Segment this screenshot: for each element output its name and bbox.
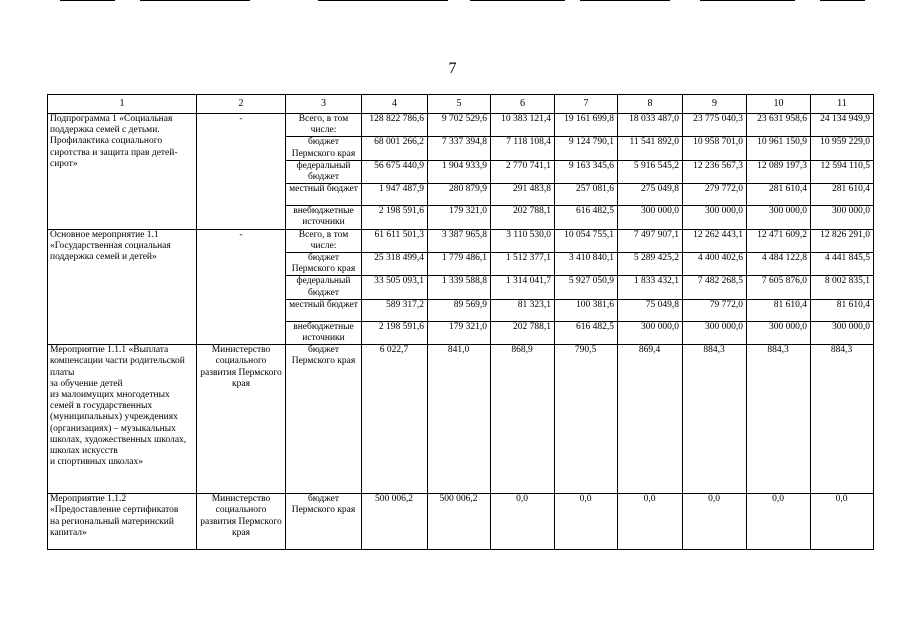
top-rule xyxy=(700,0,795,1)
amount-cell: 10 383 121,4 xyxy=(491,114,555,137)
amount-cell: 81 610,4 xyxy=(811,299,874,321)
column-header: 5 xyxy=(428,95,491,114)
amount-cell: 884,3 xyxy=(811,345,874,494)
amount-cell: 3 110 530,0 xyxy=(491,229,555,252)
funding-source: внебюджетные источники xyxy=(286,206,362,229)
amount-cell: 1 512 377,1 xyxy=(491,253,555,276)
amount-cell: 0,0 xyxy=(683,494,747,550)
amount-cell: 869,4 xyxy=(618,345,683,494)
measure-name: Основное мероприятие 1.1 «Государственная социальная поддержка семей и детей» xyxy=(48,229,197,345)
amount-cell: 5 916 545,2 xyxy=(618,160,683,183)
executor: Министерство социального развития Пермского края xyxy=(197,494,286,550)
amount-cell: 5 927 050,9 xyxy=(555,276,618,299)
amount-cell: 128 822 786,6 xyxy=(362,114,428,137)
amount-cell: 275 049,8 xyxy=(618,184,683,206)
column-header: 10 xyxy=(747,95,811,114)
amount-cell: 884,3 xyxy=(683,345,747,494)
amount-cell: 300 000,0 xyxy=(618,206,683,229)
amount-cell: 300 000,0 xyxy=(618,321,683,344)
amount-cell: 79 772,0 xyxy=(683,299,747,321)
measure-name: Мероприятие 1.1.2 «Предоставление сертификатов на региональный материнский капитал» xyxy=(48,494,197,550)
funding-source: бюджет Пермского края xyxy=(286,253,362,276)
amount-cell: 300 000,0 xyxy=(811,321,874,344)
measure-name: Подпрограмма 1 «Социальная поддержка семей с детьми. Профилактика социального сиротства и защита прав детей-сирот» xyxy=(48,114,197,230)
amount-cell: 0,0 xyxy=(555,494,618,550)
column-header: 1 xyxy=(48,95,197,114)
amount-cell: 202 788,1 xyxy=(491,321,555,344)
amount-cell: 9 163 345,6 xyxy=(555,160,618,183)
amount-cell: 11 541 892,0 xyxy=(618,137,683,160)
amount-cell: 0,0 xyxy=(618,494,683,550)
header-row xyxy=(48,95,874,114)
funding-source: федеральный бюджет xyxy=(286,160,362,183)
amount-cell: 10 958 701,0 xyxy=(683,137,747,160)
amount-cell: 300 000,0 xyxy=(747,206,811,229)
amount-cell: 23 631 958,6 xyxy=(747,114,811,137)
amount-cell: 18 033 487,0 xyxy=(618,114,683,137)
amount-cell: 1 947 487,9 xyxy=(362,184,428,206)
amount-cell: 10 961 150,9 xyxy=(747,137,811,160)
funding-source: бюджет Пермского края xyxy=(286,345,362,494)
funding-source: внебюджетные источники xyxy=(286,321,362,344)
amount-cell: 7 482 268,5 xyxy=(683,276,747,299)
executor: - xyxy=(197,114,286,230)
top-rule xyxy=(580,0,670,1)
amount-cell: 257 081,6 xyxy=(555,184,618,206)
executor: Министерство социального развития Пермского края xyxy=(197,345,286,494)
amount-cell: 841,0 xyxy=(428,345,491,494)
amount-cell: 81 610,4 xyxy=(747,299,811,321)
amount-cell: 2 198 591,6 xyxy=(362,321,428,344)
top-rule xyxy=(470,0,565,1)
amount-cell: 7 605 876,0 xyxy=(747,276,811,299)
column-header: 2 xyxy=(197,95,286,114)
amount-cell: 100 381,6 xyxy=(555,299,618,321)
funding-source: местный бюджет xyxy=(286,184,362,206)
amount-cell: 884,3 xyxy=(747,345,811,494)
amount-cell: 7 497 907,1 xyxy=(618,229,683,252)
amount-cell: 81 323,1 xyxy=(491,299,555,321)
amount-cell: 179 321,0 xyxy=(428,321,491,344)
amount-cell: 8 002 835,1 xyxy=(811,276,874,299)
amount-cell: 12 826 291,0 xyxy=(811,229,874,252)
funding-source: бюджет Пермского края xyxy=(286,494,362,550)
amount-cell: 589 317,2 xyxy=(362,299,428,321)
top-rule xyxy=(60,0,115,1)
column-header: 3 xyxy=(286,95,362,114)
amount-cell: 2 770 741,1 xyxy=(491,160,555,183)
amount-cell: 280 879,9 xyxy=(428,184,491,206)
amount-cell: 790,5 xyxy=(555,345,618,494)
amount-cell: 616 482,5 xyxy=(555,206,618,229)
amount-cell: 7 337 394,8 xyxy=(428,137,491,160)
funding-source: местный бюджет xyxy=(286,299,362,321)
amount-cell: 10 959 229,0 xyxy=(811,137,874,160)
amount-cell: 25 318 499,4 xyxy=(362,253,428,276)
amount-cell: 12 236 567,3 xyxy=(683,160,747,183)
budget-table xyxy=(47,94,874,550)
amount-cell: 19 161 699,8 xyxy=(555,114,618,137)
amount-cell: 868,9 xyxy=(491,345,555,494)
amount-cell: 61 611 501,3 xyxy=(362,229,428,252)
amount-cell: 300 000,0 xyxy=(683,321,747,344)
amount-cell: 3 387 965,8 xyxy=(428,229,491,252)
amount-cell: 5 289 425,2 xyxy=(618,253,683,276)
amount-cell: 4 441 845,5 xyxy=(811,253,874,276)
amount-cell: 0,0 xyxy=(811,494,874,550)
column-header: 8 xyxy=(618,95,683,114)
amount-cell: 24 134 949,9 xyxy=(811,114,874,137)
amount-cell: 0,0 xyxy=(747,494,811,550)
column-header: 7 xyxy=(555,95,618,114)
amount-cell: 202 788,1 xyxy=(491,206,555,229)
amount-cell: 300 000,0 xyxy=(811,206,874,229)
amount-cell: 500 006,2 xyxy=(428,494,491,550)
amount-cell: 291 483,8 xyxy=(491,184,555,206)
amount-cell: 68 001 266,2 xyxy=(362,137,428,160)
amount-cell: 56 675 440,9 xyxy=(362,160,428,183)
top-rule xyxy=(318,0,448,1)
amount-cell: 179 321,0 xyxy=(428,206,491,229)
amount-cell: 500 006,2 xyxy=(362,494,428,550)
funding-source: Всего, в том числе: xyxy=(286,114,362,137)
page-number: 7 xyxy=(448,60,457,77)
amount-cell: 9 702 529,6 xyxy=(428,114,491,137)
amount-cell: 9 124 790,1 xyxy=(555,137,618,160)
amount-cell: 616 482,5 xyxy=(555,321,618,344)
amount-cell: 12 594 110,5 xyxy=(811,160,874,183)
amount-cell: 281 610,4 xyxy=(811,184,874,206)
amount-cell: 1 314 041,7 xyxy=(491,276,555,299)
amount-cell: 281 610,4 xyxy=(747,184,811,206)
table-row xyxy=(48,114,874,137)
amount-cell: 23 775 040,3 xyxy=(683,114,747,137)
executor: - xyxy=(197,229,286,345)
funding-source: Всего, в том числе: xyxy=(286,229,362,252)
amount-cell: 12 089 197,3 xyxy=(747,160,811,183)
measure-name: Мероприятие 1.1.1 «Выплата компенсации части родительской платы за обучение детей из малоимущих многодетных семей в государственных (муниципальных) учреждениях (организациях) – музыкальных школах, художественных школах, школах искусств и спортивных школах» xyxy=(48,345,197,494)
amount-cell: 4 400 402,6 xyxy=(683,253,747,276)
column-header: 11 xyxy=(811,95,874,114)
amount-cell: 0,0 xyxy=(491,494,555,550)
amount-cell: 300 000,0 xyxy=(747,321,811,344)
amount-cell: 12 471 609,2 xyxy=(747,229,811,252)
top-rule xyxy=(140,0,250,1)
column-header: 4 xyxy=(362,95,428,114)
amount-cell: 6 022,7 xyxy=(362,345,428,494)
amount-cell: 1 339 588,8 xyxy=(428,276,491,299)
amount-cell: 12 262 443,1 xyxy=(683,229,747,252)
table-row xyxy=(48,229,874,252)
amount-cell: 75 049,8 xyxy=(618,299,683,321)
table-row xyxy=(48,345,874,494)
amount-cell: 279 772,0 xyxy=(683,184,747,206)
column-header: 6 xyxy=(491,95,555,114)
amount-cell: 10 054 755,1 xyxy=(555,229,618,252)
top-rule xyxy=(820,0,865,1)
amount-cell: 4 484 122,8 xyxy=(747,253,811,276)
amount-cell: 2 198 591,6 xyxy=(362,206,428,229)
amount-cell: 1 779 486,1 xyxy=(428,253,491,276)
funding-source: бюджет Пермского края xyxy=(286,137,362,160)
table-row xyxy=(48,494,874,550)
amount-cell: 300 000,0 xyxy=(683,206,747,229)
funding-source: федеральный бюджет xyxy=(286,276,362,299)
amount-cell: 1 904 933,9 xyxy=(428,160,491,183)
amount-cell: 89 569,9 xyxy=(428,299,491,321)
amount-cell: 7 118 108,4 xyxy=(491,137,555,160)
amount-cell: 3 410 840,1 xyxy=(555,253,618,276)
amount-cell: 1 833 432,1 xyxy=(618,276,683,299)
column-header: 9 xyxy=(683,95,747,114)
amount-cell: 33 505 093,1 xyxy=(362,276,428,299)
